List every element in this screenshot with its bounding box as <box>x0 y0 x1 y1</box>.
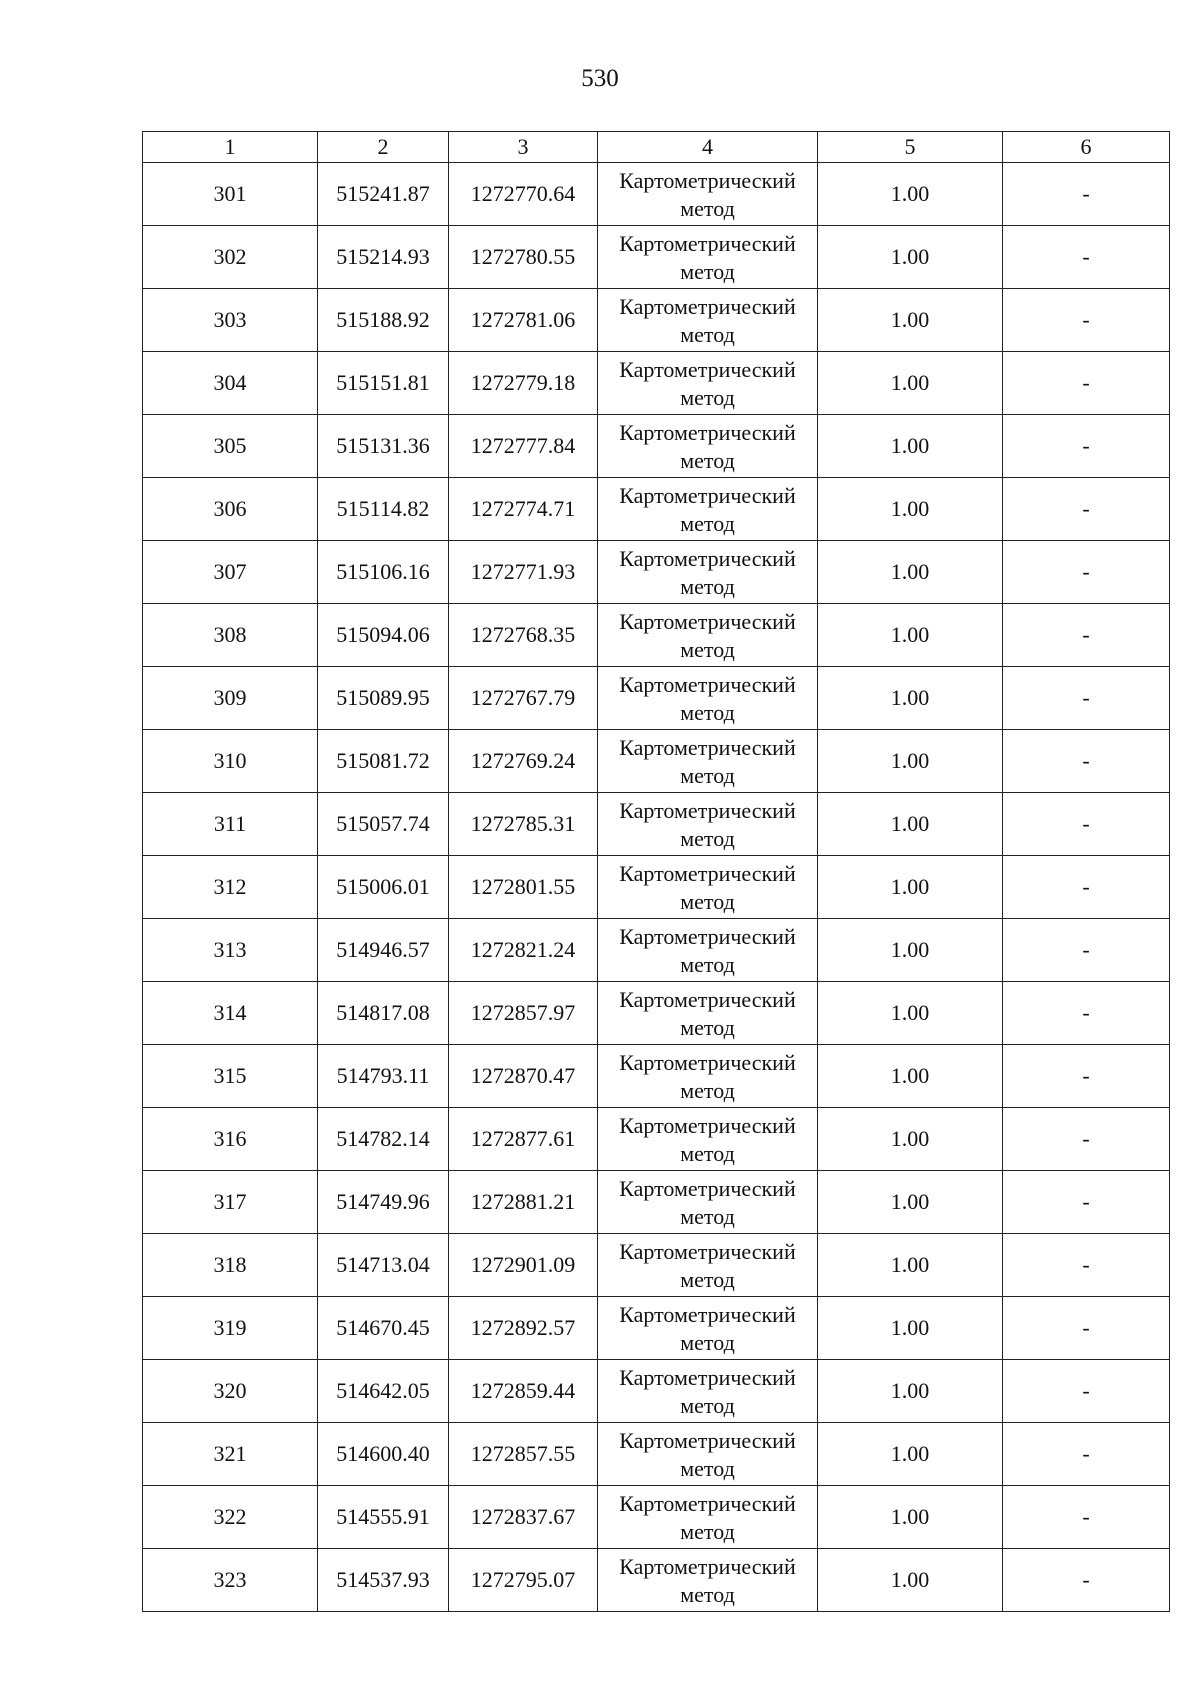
method-line-2: метод <box>680 258 735 284</box>
accuracy-cell: 1.00 <box>818 478 1003 541</box>
column-header: 6 <box>1003 132 1170 163</box>
method-line-1: Картометрический <box>619 797 796 823</box>
table-row <box>143 226 1170 289</box>
y-coordinate-cell: 1272821.24 <box>449 919 598 982</box>
method-cell <box>598 667 818 730</box>
table-row <box>143 730 1170 793</box>
method-line-2: метод <box>680 195 735 221</box>
method-cell <box>598 982 818 1045</box>
x-coordinate-cell: 514782.14 <box>318 1108 449 1171</box>
column-header: 3 <box>449 132 598 163</box>
method-cell <box>598 1423 818 1486</box>
method-line-2: метод <box>680 1329 735 1355</box>
accuracy-cell: 1.00 <box>818 1234 1003 1297</box>
note-cell: - <box>1003 415 1170 478</box>
method-line-2: метод <box>680 636 735 662</box>
point-number-cell: 321 <box>143 1423 318 1486</box>
method-line-2: метод <box>680 762 735 788</box>
table-row <box>143 1360 1170 1423</box>
x-coordinate-cell: 515081.72 <box>318 730 449 793</box>
table-row <box>143 1486 1170 1549</box>
x-coordinate-cell: 514713.04 <box>318 1234 449 1297</box>
method-cell <box>598 289 818 352</box>
method-cell <box>598 856 818 919</box>
note-cell: - <box>1003 1108 1170 1171</box>
accuracy-cell: 1.00 <box>818 1045 1003 1108</box>
method-cell <box>598 415 818 478</box>
accuracy-cell: 1.00 <box>818 1171 1003 1234</box>
table-row <box>143 793 1170 856</box>
point-number-cell: 307 <box>143 541 318 604</box>
y-coordinate-cell: 1272770.64 <box>449 163 598 226</box>
method-line-1: Картометрический <box>619 482 796 508</box>
table-row <box>143 478 1170 541</box>
y-coordinate-cell: 1272785.31 <box>449 793 598 856</box>
table-row <box>143 415 1170 478</box>
accuracy-cell: 1.00 <box>818 730 1003 793</box>
x-coordinate-cell: 514642.05 <box>318 1360 449 1423</box>
accuracy-cell: 1.00 <box>818 604 1003 667</box>
y-coordinate-cell: 1272771.93 <box>449 541 598 604</box>
y-coordinate-cell: 1272777.84 <box>449 415 598 478</box>
table-row <box>143 604 1170 667</box>
method-line-1: Картометрический <box>619 734 796 760</box>
accuracy-cell: 1.00 <box>818 1297 1003 1360</box>
x-coordinate-cell: 515151.81 <box>318 352 449 415</box>
note-cell: - <box>1003 856 1170 919</box>
x-coordinate-cell: 514600.40 <box>318 1423 449 1486</box>
note-cell: - <box>1003 478 1170 541</box>
method-line-1: Картометрический <box>619 230 796 256</box>
accuracy-cell: 1.00 <box>818 982 1003 1045</box>
y-coordinate-cell: 1272837.67 <box>449 1486 598 1549</box>
page-number: 530 <box>581 65 619 92</box>
method-cell <box>598 163 818 226</box>
method-line-2: метод <box>680 825 735 851</box>
y-coordinate-cell: 1272780.55 <box>449 226 598 289</box>
point-number-cell: 304 <box>143 352 318 415</box>
y-coordinate-cell: 1272801.55 <box>449 856 598 919</box>
coordinates-table <box>142 131 1170 1612</box>
table-row <box>143 1108 1170 1171</box>
method-cell <box>598 478 818 541</box>
table-row <box>143 1423 1170 1486</box>
note-cell: - <box>1003 541 1170 604</box>
table-row <box>143 919 1170 982</box>
y-coordinate-cell: 1272857.97 <box>449 982 598 1045</box>
point-number-cell: 309 <box>143 667 318 730</box>
column-header: 2 <box>318 132 449 163</box>
method-line-1: Картометрический <box>619 167 796 193</box>
note-cell: - <box>1003 982 1170 1045</box>
method-line-2: метод <box>680 1392 735 1418</box>
method-line-1: Картометрический <box>619 860 796 886</box>
point-number-cell: 313 <box>143 919 318 982</box>
point-number-cell: 308 <box>143 604 318 667</box>
point-number-cell: 323 <box>143 1549 318 1612</box>
method-line-2: метод <box>680 1518 735 1544</box>
note-cell: - <box>1003 352 1170 415</box>
method-line-2: метод <box>680 1203 735 1229</box>
y-coordinate-cell: 1272781.06 <box>449 289 598 352</box>
method-cell <box>598 1045 818 1108</box>
accuracy-cell: 1.00 <box>818 226 1003 289</box>
method-line-1: Картометрический <box>619 1490 796 1516</box>
table-header-row <box>143 132 1170 163</box>
method-line-2: метод <box>680 573 735 599</box>
method-line-2: метод <box>680 1014 735 1040</box>
y-coordinate-cell: 1272859.44 <box>449 1360 598 1423</box>
method-cell <box>598 1108 818 1171</box>
method-line-2: метод <box>680 447 735 473</box>
table-row <box>143 1234 1170 1297</box>
y-coordinate-cell: 1272877.61 <box>449 1108 598 1171</box>
table-row <box>143 1549 1170 1612</box>
method-cell <box>598 352 818 415</box>
table-row <box>143 982 1170 1045</box>
y-coordinate-cell: 1272870.47 <box>449 1045 598 1108</box>
note-cell: - <box>1003 793 1170 856</box>
x-coordinate-cell: 515214.93 <box>318 226 449 289</box>
method-line-1: Картометрический <box>619 923 796 949</box>
accuracy-cell: 1.00 <box>818 1108 1003 1171</box>
point-number-cell: 303 <box>143 289 318 352</box>
y-coordinate-cell: 1272768.35 <box>449 604 598 667</box>
note-cell: - <box>1003 1360 1170 1423</box>
y-coordinate-cell: 1272795.07 <box>449 1549 598 1612</box>
note-cell: - <box>1003 919 1170 982</box>
method-cell <box>598 1360 818 1423</box>
note-cell: - <box>1003 1045 1170 1108</box>
accuracy-cell: 1.00 <box>818 856 1003 919</box>
method-line-1: Картометрический <box>619 545 796 571</box>
point-number-cell: 306 <box>143 478 318 541</box>
accuracy-cell: 1.00 <box>818 667 1003 730</box>
method-line-2: метод <box>680 888 735 914</box>
method-line-2: метод <box>680 699 735 725</box>
note-cell: - <box>1003 163 1170 226</box>
method-line-2: метод <box>680 1581 735 1607</box>
method-line-2: метод <box>680 951 735 977</box>
x-coordinate-cell: 515106.16 <box>318 541 449 604</box>
note-cell: - <box>1003 1234 1170 1297</box>
method-cell <box>598 226 818 289</box>
table-row <box>143 1045 1170 1108</box>
method-cell <box>598 793 818 856</box>
table-row <box>143 352 1170 415</box>
note-cell: - <box>1003 730 1170 793</box>
table-row <box>143 289 1170 352</box>
point-number-cell: 312 <box>143 856 318 919</box>
method-line-1: Картометрический <box>619 1553 796 1579</box>
note-cell: - <box>1003 1297 1170 1360</box>
x-coordinate-cell: 514793.11 <box>318 1045 449 1108</box>
x-coordinate-cell: 515114.82 <box>318 478 449 541</box>
table-row <box>143 1171 1170 1234</box>
y-coordinate-cell: 1272767.79 <box>449 667 598 730</box>
point-number-cell: 311 <box>143 793 318 856</box>
x-coordinate-cell: 514537.93 <box>318 1549 449 1612</box>
table-row <box>143 163 1170 226</box>
x-coordinate-cell: 515094.06 <box>318 604 449 667</box>
point-number-cell: 318 <box>143 1234 318 1297</box>
accuracy-cell: 1.00 <box>818 1549 1003 1612</box>
table-row <box>143 541 1170 604</box>
point-number-cell: 316 <box>143 1108 318 1171</box>
method-line-1: Картометрический <box>619 986 796 1012</box>
note-cell: - <box>1003 1171 1170 1234</box>
note-cell: - <box>1003 226 1170 289</box>
method-cell <box>598 730 818 793</box>
accuracy-cell: 1.00 <box>818 163 1003 226</box>
accuracy-cell: 1.00 <box>818 352 1003 415</box>
y-coordinate-cell: 1272881.21 <box>449 1171 598 1234</box>
y-coordinate-cell: 1272857.55 <box>449 1423 598 1486</box>
point-number-cell: 315 <box>143 1045 318 1108</box>
note-cell: - <box>1003 1423 1170 1486</box>
method-cell <box>598 1549 818 1612</box>
method-cell <box>598 604 818 667</box>
accuracy-cell: 1.00 <box>818 1486 1003 1549</box>
method-line-1: Картометрический <box>619 1301 796 1327</box>
method-line-2: метод <box>680 384 735 410</box>
accuracy-cell: 1.00 <box>818 919 1003 982</box>
method-line-1: Картометрический <box>619 1049 796 1075</box>
column-header: 4 <box>598 132 818 163</box>
method-line-1: Картометрический <box>619 293 796 319</box>
column-header: 1 <box>143 132 318 163</box>
x-coordinate-cell: 515006.01 <box>318 856 449 919</box>
method-line-1: Картометрический <box>619 1112 796 1138</box>
note-cell: - <box>1003 1486 1170 1549</box>
x-coordinate-cell: 515089.95 <box>318 667 449 730</box>
table-body <box>143 163 1170 1612</box>
point-number-cell: 314 <box>143 982 318 1045</box>
accuracy-cell: 1.00 <box>818 793 1003 856</box>
point-number-cell: 305 <box>143 415 318 478</box>
table-row <box>143 1297 1170 1360</box>
y-coordinate-cell: 1272892.57 <box>449 1297 598 1360</box>
y-coordinate-cell: 1272901.09 <box>449 1234 598 1297</box>
note-cell: - <box>1003 289 1170 352</box>
method-line-2: метод <box>680 1140 735 1166</box>
method-line-2: метод <box>680 1455 735 1481</box>
x-coordinate-cell: 514555.91 <box>318 1486 449 1549</box>
table-row <box>143 856 1170 919</box>
point-number-cell: 301 <box>143 163 318 226</box>
x-coordinate-cell: 514749.96 <box>318 1171 449 1234</box>
method-line-2: метод <box>680 1077 735 1103</box>
column-header: 5 <box>818 132 1003 163</box>
x-coordinate-cell: 515057.74 <box>318 793 449 856</box>
point-number-cell: 319 <box>143 1297 318 1360</box>
note-cell: - <box>1003 1549 1170 1612</box>
method-line-2: метод <box>680 321 735 347</box>
accuracy-cell: 1.00 <box>818 1360 1003 1423</box>
accuracy-cell: 1.00 <box>818 289 1003 352</box>
y-coordinate-cell: 1272774.71 <box>449 478 598 541</box>
point-number-cell: 302 <box>143 226 318 289</box>
y-coordinate-cell: 1272779.18 <box>449 352 598 415</box>
method-cell <box>598 919 818 982</box>
method-line-1: Картометрический <box>619 1364 796 1390</box>
accuracy-cell: 1.00 <box>818 1423 1003 1486</box>
method-line-2: метод <box>680 510 735 536</box>
point-number-cell: 320 <box>143 1360 318 1423</box>
method-line-1: Картометрический <box>619 1238 796 1264</box>
method-cell <box>598 1171 818 1234</box>
method-line-1: Картометрический <box>619 356 796 382</box>
note-cell: - <box>1003 604 1170 667</box>
x-coordinate-cell: 515188.92 <box>318 289 449 352</box>
method-line-1: Картометрический <box>619 671 796 697</box>
x-coordinate-cell: 514670.45 <box>318 1297 449 1360</box>
method-line-1: Картометрический <box>619 608 796 634</box>
method-line-1: Картометрический <box>619 1175 796 1201</box>
table-row <box>143 667 1170 730</box>
x-coordinate-cell: 514817.08 <box>318 982 449 1045</box>
method-line-2: метод <box>680 1266 735 1292</box>
method-cell <box>598 541 818 604</box>
accuracy-cell: 1.00 <box>818 415 1003 478</box>
method-cell <box>598 1486 818 1549</box>
method-line-1: Картометрический <box>619 419 796 445</box>
point-number-cell: 310 <box>143 730 318 793</box>
accuracy-cell: 1.00 <box>818 541 1003 604</box>
note-cell: - <box>1003 667 1170 730</box>
method-cell <box>598 1297 818 1360</box>
x-coordinate-cell: 514946.57 <box>318 919 449 982</box>
x-coordinate-cell: 515241.87 <box>318 163 449 226</box>
method-cell <box>598 1234 818 1297</box>
x-coordinate-cell: 515131.36 <box>318 415 449 478</box>
point-number-cell: 322 <box>143 1486 318 1549</box>
y-coordinate-cell: 1272769.24 <box>449 730 598 793</box>
point-number-cell: 317 <box>143 1171 318 1234</box>
method-line-1: Картометрический <box>619 1427 796 1453</box>
